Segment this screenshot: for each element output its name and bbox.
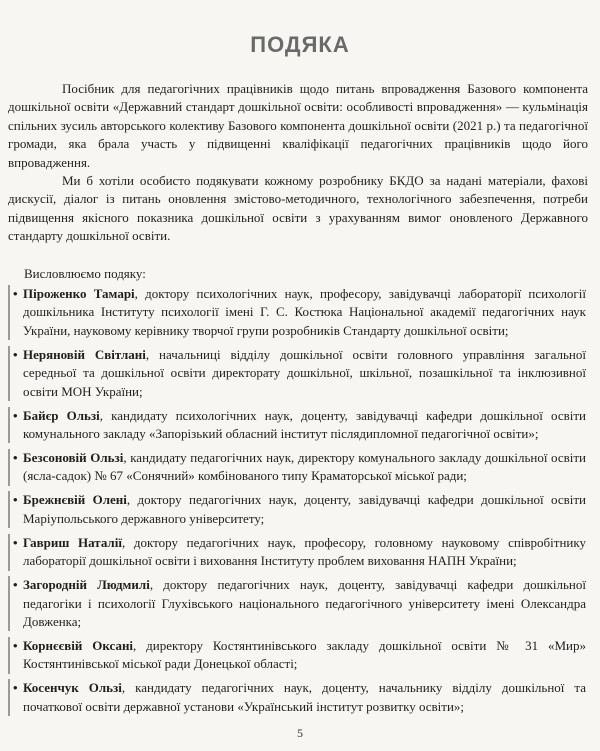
person-name: Байєр Ользі xyxy=(23,407,100,423)
bullet-icon: • xyxy=(13,680,18,696)
acknowledgement-item xyxy=(8,346,586,401)
bullet-icon: • xyxy=(13,450,18,466)
person-details: , доктору педагогічних наук, професору, головному науковому співробітнику лабораторії дошкільної освіти і виховання Інституту проблем виховання НАПН України; xyxy=(23,534,587,569)
person-name: Загородній Людмилі xyxy=(23,577,150,593)
acknowledgement-intro: Висловлюємо подяку: xyxy=(24,266,146,281)
paragraph-1-text: Посібник для педагогічних працівників щодо питань впровадження Базового компонента дошкільної освіти «Державний стандарт дошкільної освіти: особливості впровадження» — кульмінація спільних зусиль авторського колективу Базового компонента дошкільної освіти (2021 р.) та педагогічної громади, яка брала участь у підвищенні кваліфікації педагогічних працівників щодо його впровадження. xyxy=(8,81,588,170)
bullet-icon: • xyxy=(13,638,18,654)
bullet-icon: • xyxy=(13,286,18,301)
person-details: , директору Костянтинівського закладу дошкільної освіти № 31 «Мир» Костянтинівської міської ради Донецької області; xyxy=(23,638,586,672)
person-details: , начальниці відділу дошкільної освіти головного управління загальної середньої та дошкільної освіти директорату дошкільної, шкільної, позашкільної та інклюзивної освіти МОН України; xyxy=(23,346,586,399)
acknowledgement-item xyxy=(8,449,586,486)
acknowledgement-item xyxy=(8,285,586,340)
bullet-icon: • xyxy=(13,407,18,423)
acknowledgement-item xyxy=(8,491,586,528)
bullet-icon: • xyxy=(13,577,18,593)
paragraph-1 xyxy=(8,80,588,172)
person-name: Безсоновій Ользі xyxy=(23,450,124,466)
bullet-icon: • xyxy=(13,346,18,362)
person-details: , доктору педагогічних наук, доценту, завідувачці кафедри дошкільної освіти Маріупольського державного університету; xyxy=(23,492,586,526)
person-details: , доктору педагогічних наук, доценту, завідувачці кафедри дошкільної педагогіки і психології Глухівського національного педагогічного університету імені Олександра Довженка; xyxy=(23,577,586,630)
paragraph-2-text: Ми б хотіли особисто подякувати кожному розробнику БКДО за надані матеріали, фахові дискусії, діалог із питань оновлення змістово-методичного, технологічного забезпечення, потреби підвищення якісного показника дошкільної освіти з урахуванням вимог оновленого Державного стандарту дошкільної освіти. xyxy=(8,173,588,244)
bullet-icon: • xyxy=(13,492,18,508)
person-details: , кандидату педагогічних наук, доценту, начальнику відділу дошкільної та початкової освіти державної установи «Український інститут розвитку освіти»; xyxy=(23,680,586,714)
acknowledgement-item xyxy=(8,407,586,444)
person-details: , доктору психологічних наук, професору, завідувачці лабораторії психології дошкільника Інституту психології імені Г. С. Костюка Національної академії педагогічних наук України, науковому керівнику творчої групи розробників Стандарту дошкільної освіти; xyxy=(23,286,586,338)
acknowledgement-item xyxy=(8,679,586,716)
person-name: Брежнєвій Олені xyxy=(23,492,127,508)
person-name: Неряновій Світлані xyxy=(23,346,146,362)
acknowledgement-list xyxy=(8,285,586,722)
person-name: Косенчук Ользі xyxy=(23,680,122,696)
acknowledgement-item xyxy=(8,534,586,571)
person-details: , кандидату психологічних наук, доценту, завідувачці кафедри дошкільної освіти комунального закладу «Запорізький обласний інститут післядипломної педагогічної освіти»; xyxy=(23,407,586,442)
acknowledgement-item xyxy=(8,576,586,631)
person-details: , кандидату педагогічних наук, директору комунального закладу дошкільної освіти (ясла-садок) № 67 «Сонячний» комбінованого типу Краматорської міської ради; xyxy=(23,450,587,484)
person-name: Корнєєвій Оксані xyxy=(23,638,134,654)
person-name: Гавриш Наталії xyxy=(23,534,122,550)
page-number: 5 xyxy=(297,726,303,740)
paragraph-2 xyxy=(8,172,588,246)
bullet-icon: • xyxy=(13,534,18,550)
person-name: Піроженко Тамарі xyxy=(23,286,135,301)
page-title: ПОДЯКА xyxy=(250,32,350,57)
acknowledgement-item xyxy=(8,637,586,674)
